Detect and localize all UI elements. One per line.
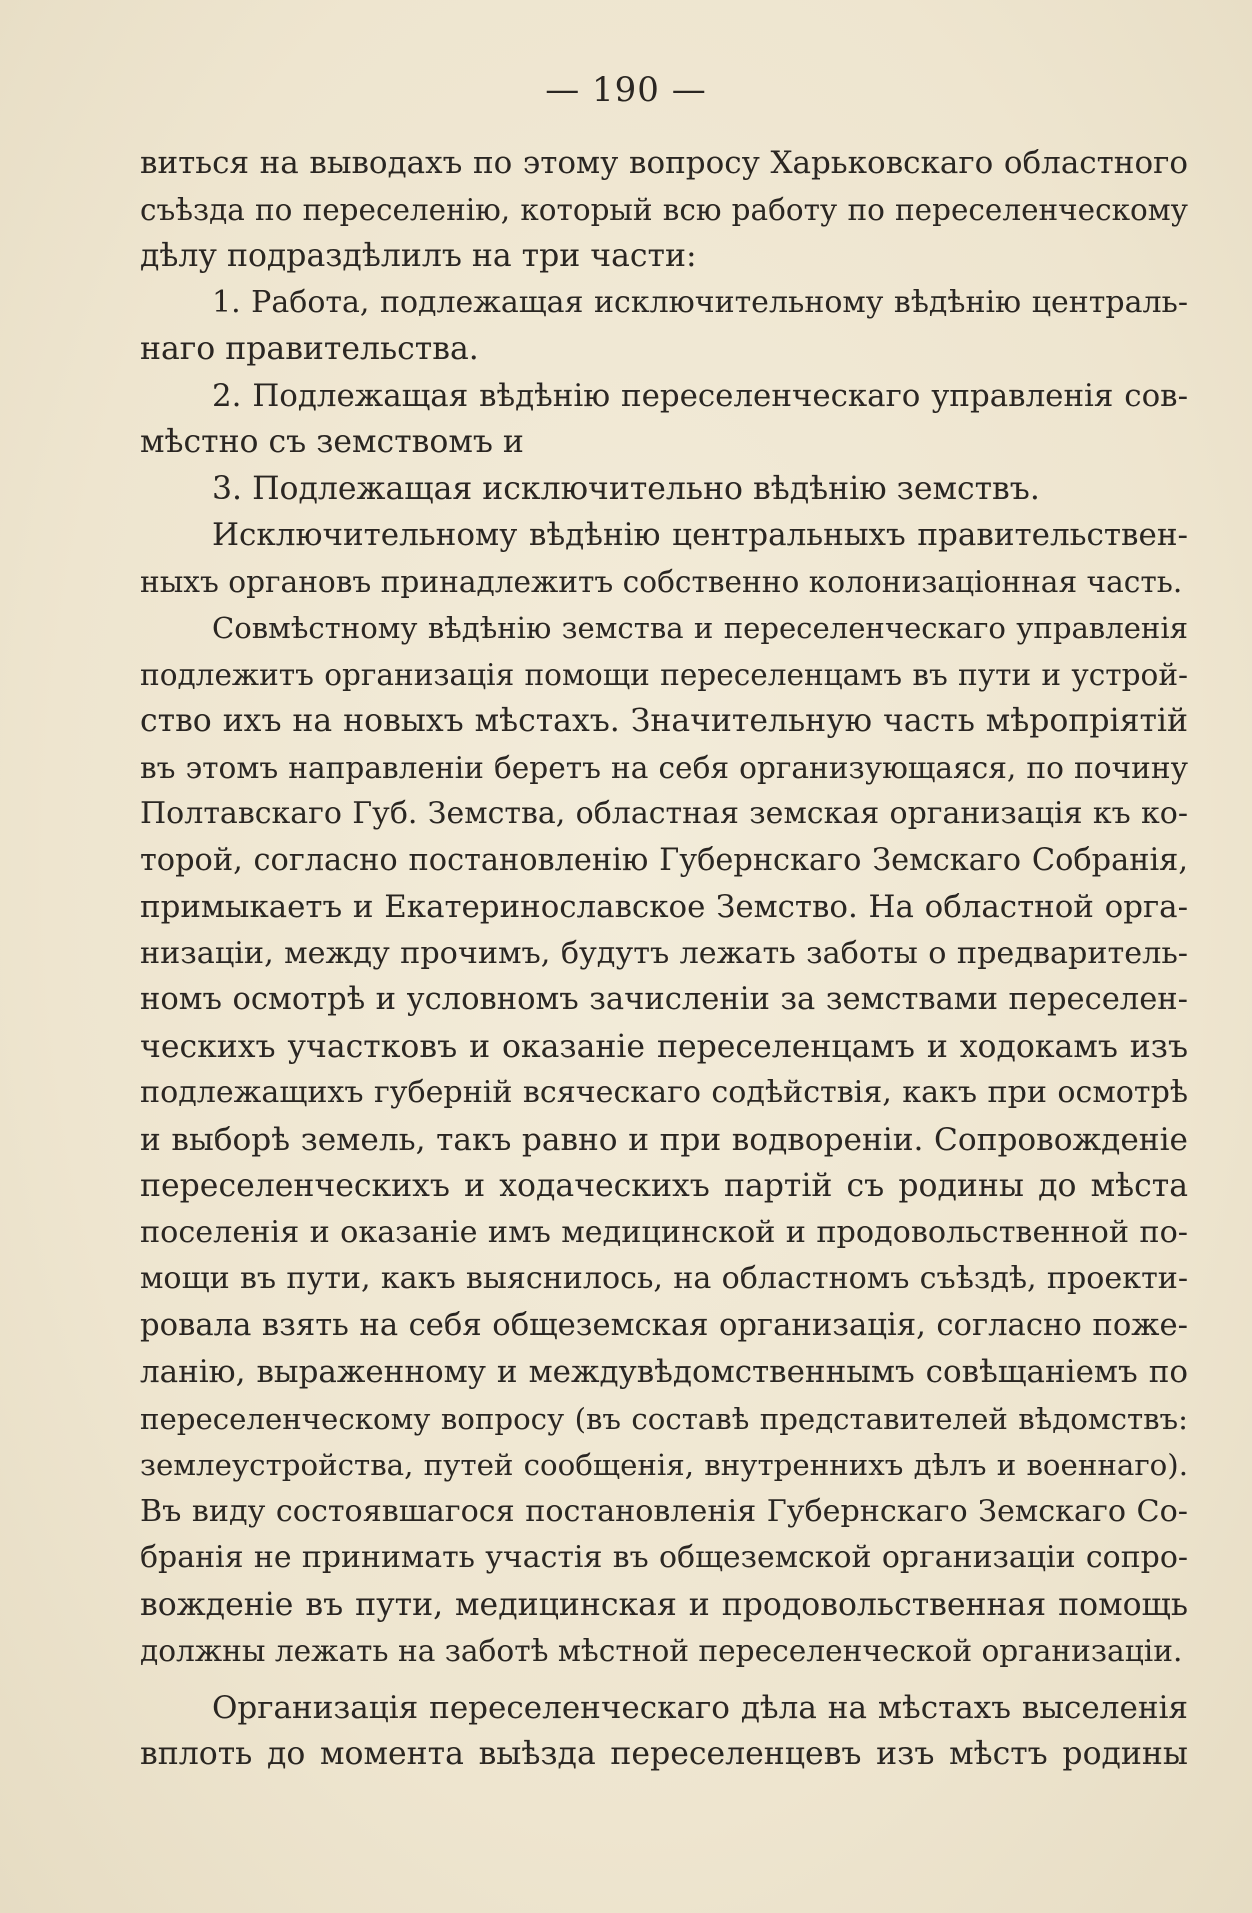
text-line: дѣлу подраздѣлилъ на три части: [140, 238, 697, 274]
text-line: ство ихъ на новыхъ мѣстахъ. Значительную часть мѣропріятій [140, 703, 1188, 739]
text-line: Въ виду состоявшагося постановленія Губернскаго Земскаго Со- [140, 1493, 1188, 1529]
text-line: ланію, выраженному и междувѣдомственнымъ совѣщаніемъ по [140, 1354, 1188, 1390]
text-line: примыкаетъ и Екатеринославское Земство. На областной орга- [140, 889, 1188, 925]
list-item-2: 2. Подлежащая вѣдѣнію переселенческаго управленія сов- [212, 377, 1188, 414]
text-line: мѣстно съ земствомъ и [140, 424, 524, 460]
text-line: переселенческихъ и ходаческихъ партій съ родины до мѣста [140, 1168, 1188, 1204]
text-line: съѣзда по переселенію, который всю работу по переселенческому [140, 192, 1188, 227]
text-line: бранія не принимать участія въ общеземской организаціи сопро- [140, 1540, 1188, 1575]
text-line: подлежащихъ губерній всяческаго содѣйствія, какъ при осмотрѣ [140, 1075, 1188, 1110]
text-line: ровала взять на себя общеземская организація, согласно поже- [140, 1307, 1188, 1343]
text-line: низаціи, между прочимъ, будутъ лежать заботы о предваритель- [140, 935, 1188, 971]
text-line: мощи въ пути, какъ выяснилось, на областномъ съѣздѣ, проекти- [140, 1261, 1188, 1296]
text-line: ныхъ органовъ принадлежитъ собственно колонизаціонная часть. [140, 564, 1183, 599]
list-item-1: 1. Работа, подлежащая исключительному вѣдѣнію централь- [212, 284, 1188, 320]
text-line: въ этомъ направленіи беретъ на себя организующаяся, по почину [140, 750, 1188, 785]
text-line: вожденіе въ пути, медицинская и продовольственная помощь [140, 1586, 1188, 1623]
body-text [140, 140, 1188, 1778]
text-line: торой, согласно постановленію Губернскаго Земскаго Собранія, [140, 842, 1188, 878]
text-line: ческихъ участковъ и оказаніе переселенцамъ и ходокамъ изъ [140, 1028, 1188, 1065]
paragraph-start: Совмѣстному вѣдѣнію земства и переселенческаго управленія [212, 611, 1188, 645]
text-line: виться на выводахъ по этому вопросу Харьковскаго областного [140, 145, 1188, 181]
text-line: наго правительства. [140, 331, 479, 367]
text-line: землеустройства, путей сообщенія, внутреннихъ дѣлъ и военнаго). [140, 1448, 1188, 1482]
page-number: — 190 — [545, 70, 707, 110]
paragraph-start: Исключительному вѣдѣнію центральныхъ правительствен- [212, 517, 1188, 553]
text-line: и выборѣ земель, такъ равно и при водвореніи. Сопровожденіе [140, 1121, 1188, 1158]
list-item-3: 3. Подлежащая исключительно вѣдѣнію земствъ. [212, 470, 1040, 507]
text-line: вплоть до момента выѣзда переселенцевъ изъ мѣстъ родины [140, 1736, 1188, 1772]
text-line: переселенческому вопросу (въ составѣ представителей вѣдомствъ: [140, 1401, 1188, 1436]
text-line: поселенія и оказаніе имъ медицинской и продовольственной по- [140, 1214, 1188, 1250]
text-line: подлежитъ организація помощи переселенцамъ въ пути и устрой- [140, 657, 1188, 692]
text-line: номъ осмотрѣ и условномъ зачисленіи за земствами переселен- [140, 982, 1188, 1017]
paragraph-start: Организація переселенческаго дѣла на мѣстахъ выселенія [212, 1689, 1188, 1726]
text-line: Полтавскаго Губ. Земства, областная земская организація къ ко- [140, 796, 1188, 831]
text-line: должны лежать на заботѣ мѣстной переселенческой организаціи. [140, 1634, 1183, 1668]
